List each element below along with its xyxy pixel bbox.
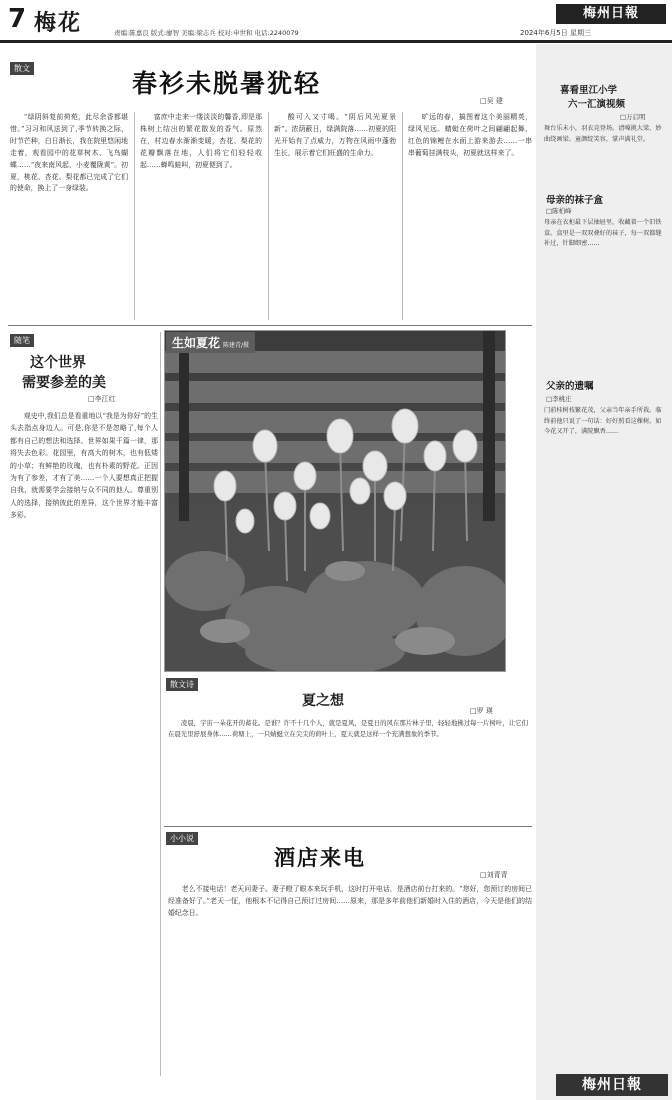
column-divider <box>134 112 135 320</box>
article2-title-line1: 这个世界 <box>30 355 86 371</box>
article1-author: □吴 建 <box>480 97 503 105</box>
article2-title-line2: 需要参差的美 <box>22 375 106 391</box>
rail-author4: □李桃庄 <box>546 395 572 403</box>
column-divider <box>402 112 403 320</box>
article3-title: 夏之想 <box>302 693 344 709</box>
article1-col2-text: 富庶中走来一缕淡淡的馨香,即是那株树上结出的繁花散发的香气。原然在，村边春水渐渐变暖，杏花、梨花的花瓣飘落在地，人们将它们轻轻收起……蝉鸣蛙叫，初夏便到了。 <box>140 113 262 169</box>
article1-col1 <box>10 112 128 320</box>
article2-author: □李江红 <box>88 395 116 403</box>
article1-col3-text: 酸可入又寸喝。“阴后风光夏景新”。浓荫蔽日，绿满院落……初夏的阳光开始有了点威力，万物在风雨中蓬勃生长，展示着它们旺盛的生命力。 <box>274 113 396 157</box>
rail-head4: 父亲的遗嘱 <box>546 381 594 392</box>
section-tag-prose: 散文 <box>10 62 34 75</box>
rail-poem1: 舞台乐未小，羽衣竞登场。清嗓挑大梁，妙曲绕画梁。童颜绽笑容，掌声满礼堂。 <box>544 125 662 143</box>
tulip-garden-image <box>165 331 506 672</box>
footer-logo: 梅州日報 <box>556 1074 668 1096</box>
article4-body-text: 老么不接电话！老天问妻子。妻子瞪了眼本来玩手机，这时打开电话，是酒店前台打来的。“您好，您预订的房间已经准备好了。”老天一怔，他根本不记得自己预订过房间……原来，那是多年前他们新婚时入住的酒店，今天是他们的结婚纪念日。 <box>168 885 532 917</box>
article4-body <box>168 884 532 1070</box>
column-name: 梅花 <box>34 11 83 36</box>
rail-head3: 母亲的袜子盒 <box>546 195 604 206</box>
header-rule <box>0 40 672 43</box>
rail-author1: □万启明 <box>620 113 646 121</box>
article3-author: □罗 瑛 <box>470 707 493 715</box>
article2-body <box>10 410 158 1070</box>
rail-poem4: 门前桂树枝繁花茂，父亲当年亲手所栽。临终前他只说了一句话：好好照看这棵树。如今花又开了，满院飘香…… <box>544 407 662 435</box>
photo-label <box>166 332 255 353</box>
article1-col4 <box>408 112 532 320</box>
rail-poem3: 母亲在衣柜最下层抽屉里，收藏着一个旧铁盒。盒里是一双双叠好的袜子，每一双都缝补过，针脚细密…… <box>544 219 662 247</box>
article1-col1-text: “绿阴斜复前荷苑，此尽余香都堪惜。”习习和风送到了,季节转换之际，时节芒种，白日渐长，我在院里悠闲地走着，观看园中的花草树木、飞鸟蝴蝶……“夜来南风起，小麦覆陇黄”。初夏，桃花、杏花、梨花都已完成了它们的使命，换上了一身绿装。 <box>10 113 128 193</box>
section-tag-essay: 随笔 <box>10 334 34 347</box>
date-line: 2024年6月5日 星期三 <box>520 29 591 37</box>
staff-line: 责编:陈嘉良 版式:廖智 美编:梁志兵 校对:申世和 电话:2240079 <box>114 29 299 37</box>
photo-credit: 陈建青/摄 <box>223 342 250 349</box>
rail-head1: 喜看里江小学 <box>560 85 618 96</box>
rail-head2: 六一汇演视频 <box>568 99 626 110</box>
article3-body-text: 凌晨，宇宙一朵花开的蓄花。是谁？许不十几个人，就是夏风，是夏日的风在那片林子里，轻轻地拂过每一片树叶，让它们在晨光里舒展身体……荷塘上，一只蜻蜓立在尖尖的荷叶上，夏天就是这样一个充满想象的季节。 <box>168 719 528 738</box>
article4-title: 酒店来电 <box>274 845 366 870</box>
tulip-photo <box>164 330 506 672</box>
article1-col4-text: 旷远的春，搞图着这个美丽精英，绿风见远。蜻蜓在荷叶之间翩翩起舞，红色的锦鲤在水面上游来游去……一串串葡萄挂满枝头，初夏就这样来了。 <box>408 113 532 157</box>
article4-author: □刘青青 <box>480 871 508 879</box>
section-divider <box>164 826 532 827</box>
article3-body <box>168 718 528 814</box>
article1-col3 <box>274 112 396 320</box>
article2-body-text: 观史中,我们总是看重地以“我是为你好”的生头去指点身边人。可是,你是不是忽略了,每个人都有自己的想法和选择。世界如果千篇一律，那将失去色彩。花园里，有高大的树木，也有低矮的小草；有鲜艳的玫瑰，也有朴素的野花。正因为有了参差，才有了美……一个人要想真正把握自我，就需要学会接纳与众不同的他人。尊重别人的选择，接纳彼此的差异，这个世界才能丰富多彩。 <box>10 412 158 520</box>
section-tag-short-story: 小小说 <box>166 832 198 845</box>
section-divider <box>8 325 532 326</box>
page-number: 7 <box>8 4 27 34</box>
article1-col2 <box>140 112 262 320</box>
article1-title: 春衫未脱暑犹轻 <box>132 69 322 98</box>
photo-label-text: 生如夏花 <box>172 336 221 350</box>
section-tag-prose-poem: 散文诗 <box>166 678 198 691</box>
newspaper-logo: 梅州日報 <box>556 4 666 24</box>
column-divider <box>160 332 161 1076</box>
column-divider <box>268 112 269 320</box>
rail-author3: □陈柏峰 <box>546 207 572 215</box>
masthead <box>0 0 672 42</box>
